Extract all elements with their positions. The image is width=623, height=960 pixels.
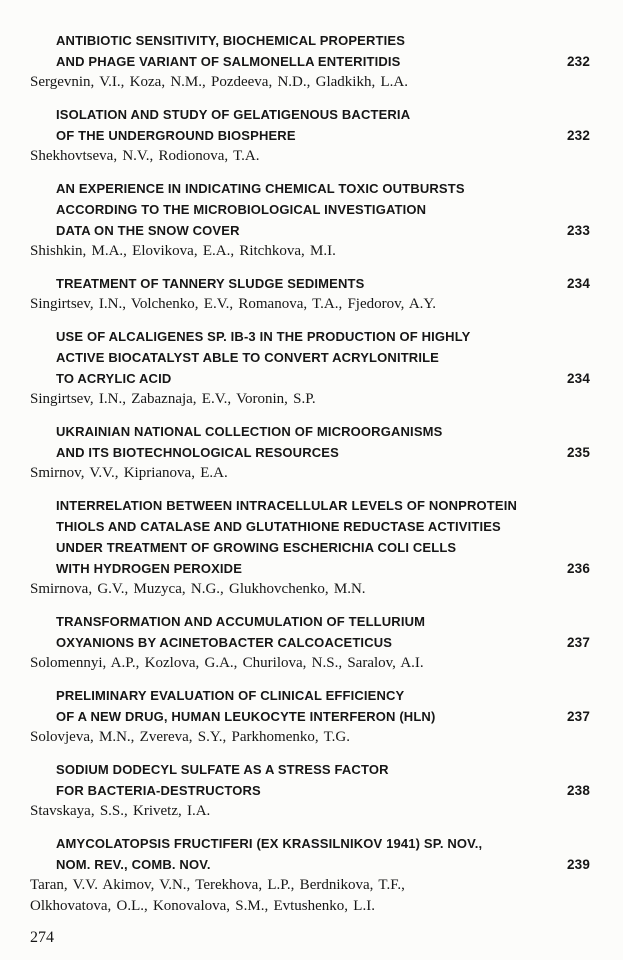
entry-title-text: WITH HYDROGEN PEROXIDE (56, 561, 243, 576)
entry-page-number: 236 (567, 561, 590, 576)
entry-title-line (30, 780, 590, 801)
entry-title-line (30, 516, 590, 537)
entry-title-text: PRELIMINARY EVALUATION OF CLINICAL EFFICIENCY (56, 688, 405, 703)
entry-page-number: 234 (567, 371, 590, 386)
entry-title-text: USE OF ALCALIGENES SP. IB-3 IN THE PRODUCTION OF HIGHLY (56, 329, 471, 344)
entry-authors: Smirnova, G.V., Muzyca, N.G., Glukhovchenko, M.N. (30, 581, 366, 597)
entry-title-line (30, 611, 590, 632)
entry-title-line (30, 759, 590, 780)
entry-title-line (30, 854, 590, 875)
entry-title-line (30, 558, 590, 579)
entry-authors: Sergevnin, V.I., Koza, N.M., Pozdeeva, N.D., Gladkikh, L.A. (30, 74, 408, 90)
entry-authors: Shekhovtseva, N.V., Rodionova, T.A. (30, 148, 260, 164)
entry-authors: Stavskaya, S.S., Krivetz, I.A. (30, 803, 211, 819)
toc-entries (30, 30, 590, 917)
entry-page-number: 237 (567, 635, 590, 650)
entry-page-number: 233 (567, 223, 590, 238)
toc-entry (30, 611, 590, 674)
entry-page-number: 235 (567, 445, 590, 460)
entry-title-text: ANTIBIOTIC SENSITIVITY, BIOCHEMICAL PROPERTIES (56, 33, 406, 48)
toc-entry (30, 833, 590, 917)
toc-entry (30, 104, 590, 167)
toc-entry (30, 421, 590, 484)
entry-title-line (30, 368, 590, 389)
entry-authors: Shishkin, M.A., Elovikova, E.A., Ritchkova, M.I. (30, 243, 336, 259)
entry-title-text: UKRAINIAN NATIONAL COLLECTION OF MICROORGANISMS (56, 424, 443, 439)
entry-title-text: OF A NEW DRUG, HUMAN LEUKOCYTE INTERFERON (HLN) (56, 709, 436, 724)
entry-title-line (30, 199, 590, 220)
entry-title-line (30, 495, 590, 516)
entry-authors: Taran, V.V. Akimov, V.N., Terekhova, L.P., Berdnikova, T.F., (30, 877, 405, 893)
entry-title-line (30, 326, 590, 347)
entry-title-text: ISOLATION AND STUDY OF GELATIGENOUS BACTERIA (56, 107, 411, 122)
entry-title-text: ACCORDING TO THE MICROBIOLOGICAL INVESTIGATION (56, 202, 427, 217)
entry-title-text: TREATMENT OF TANNERY SLUDGE SEDIMENTS (56, 276, 365, 291)
entry-page-number: 238 (567, 783, 590, 798)
entry-title-line (30, 537, 590, 558)
entry-title-line (30, 30, 590, 51)
toc-entry (30, 685, 590, 748)
entry-title-text: AMYCOLATOPSIS FRUCTIFERI (EX KRASSILNIKOV 1941) SP. NOV., (56, 836, 483, 851)
entry-authors: Olkhovatova, O.L., Konovalova, S.M., Evtushenko, L.I. (30, 898, 375, 914)
entry-authors: Smirnov, V.V., Kiprianova, E.A. (30, 465, 228, 481)
entry-authors: Singirtsev, I.N., Zabaznaja, E.V., Voronin, S.P. (30, 391, 316, 407)
entry-page-number: 237 (567, 709, 590, 724)
entry-title-text: NOM. REV., COMB. NOV. (56, 857, 211, 872)
entry-title-line (30, 104, 590, 125)
entry-authors: Solomennyi, A.P., Kozlova, G.A., Churilova, N.S., Saralov, A.I. (30, 655, 424, 671)
entry-authors: Singirtsev, I.N., Volchenko, E.V., Romanova, T.A., Fjedorov, A.Y. (30, 296, 437, 312)
entry-page-number: 239 (567, 857, 590, 872)
entry-title-text: FOR BACTERIA-DESTRUCTORS (56, 783, 261, 798)
entry-title-text: UNDER TREATMENT OF GROWING ESCHERICHIA COLI CELLS (56, 540, 457, 555)
entry-page-number: 234 (567, 276, 590, 291)
page-folio-number: 274 (30, 929, 54, 946)
entry-title-line (30, 220, 590, 241)
entry-authors: Solovjeva, M.N., Zvereva, S.Y., Parkhomenko, T.G. (30, 729, 350, 745)
toc-entry (30, 30, 590, 93)
entry-title-text: INTERRELATION BETWEEN INTRACELLULAR LEVELS OF NONPROTEIN (56, 498, 517, 513)
toc-entry (30, 495, 590, 600)
entry-title-text: AND PHAGE VARIANT OF SALMONELLA ENTERITIDIS (56, 54, 401, 69)
entry-title-line (30, 178, 590, 199)
toc-entry (30, 326, 590, 410)
toc-entry (30, 759, 590, 822)
entry-title-text: OXYANIONS BY ACINETOBACTER CALCOACETICUS (56, 635, 393, 650)
entry-title-line (30, 125, 590, 146)
entry-title-text: ACTIVE BIOCATALYST ABLE TO CONVERT ACRYLONITRILE (56, 350, 440, 365)
entry-title-text: THIOLS AND CATALASE AND GLUTATHIONE REDUCTASE ACTIVITIES (56, 519, 501, 534)
entry-title-line (30, 833, 590, 854)
entry-title-text: OF THE UNDERGROUND BIOSPHERE (56, 128, 296, 143)
entry-title-line (30, 51, 590, 72)
entry-title-line (30, 421, 590, 442)
entry-title-text: AND ITS BIOTECHNOLOGICAL RESOURCES (56, 445, 339, 460)
entry-title-text: AN EXPERIENCE IN INDICATING CHEMICAL TOXIC OUTBURSTS (56, 181, 465, 196)
entry-title-line (30, 273, 590, 294)
entry-title-line (30, 347, 590, 368)
toc-entry (30, 178, 590, 262)
entry-page-number: 232 (567, 128, 590, 143)
entry-title-line (30, 685, 590, 706)
entry-title-line (30, 442, 590, 463)
entry-title-text: TRANSFORMATION AND ACCUMULATION OF TELLURIUM (56, 614, 426, 629)
entry-title-line (30, 706, 590, 727)
entry-title-text: SODIUM DODECYL SULFATE AS A STRESS FACTOR (56, 762, 389, 777)
entry-page-number: 232 (567, 54, 590, 69)
entry-title-text: TO ACRYLIC ACID (56, 371, 172, 386)
entry-title-line (30, 632, 590, 653)
entry-title-text: DATA ON THE SNOW COVER (56, 223, 240, 238)
toc-entry (30, 273, 590, 315)
